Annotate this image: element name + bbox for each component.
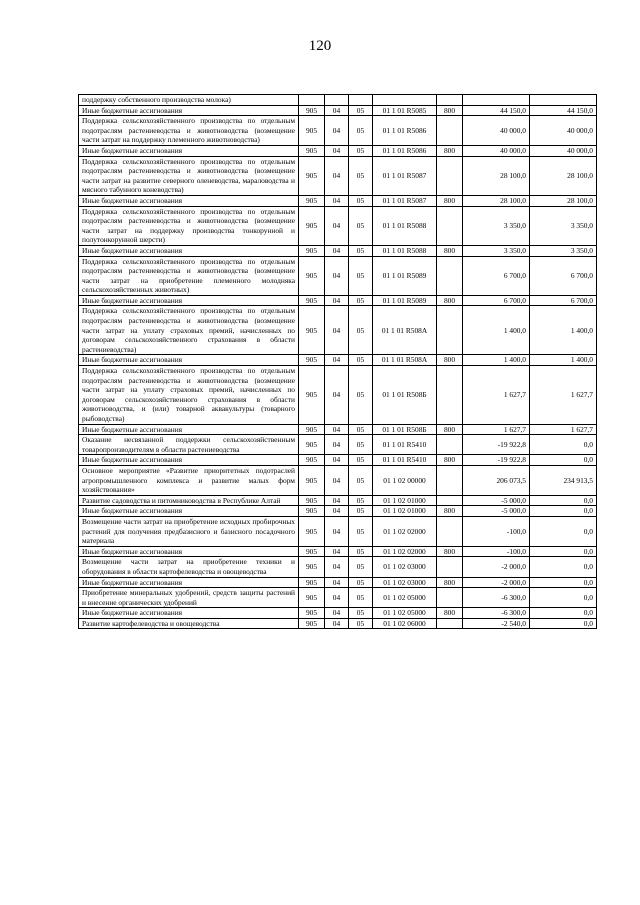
ministry-code: 905 <box>299 145 325 156</box>
table-row <box>79 295 597 306</box>
ministry-code: 905 <box>299 455 325 466</box>
amount-year-1: 6 700,0 <box>463 256 530 295</box>
amount-year-2: 0,0 <box>530 455 597 466</box>
amount-year-2: 0,0 <box>530 618 597 629</box>
section-code: 04 <box>325 366 349 425</box>
target-article-code: 01 1 02 03000 <box>373 577 437 588</box>
subsection-code: 05 <box>349 455 373 466</box>
amount-year-1: 3 350,0 <box>463 245 530 256</box>
amount-year-1: -2 540,0 <box>463 618 530 629</box>
table-row <box>79 245 597 256</box>
row-name: Поддержка сельскохозяйственного производства по отдельным подотраслям растениеводства и животноводства (возмещение части затрат на развитие северного оленеводства, мараловодства и мясного табунного коневодства) <box>79 156 299 195</box>
section-code: 04 <box>325 435 349 455</box>
section-code: 04 <box>325 295 349 306</box>
section-code: 04 <box>325 455 349 466</box>
target-article-code <box>373 95 437 106</box>
subsection-code: 05 <box>349 195 373 206</box>
subsection-code: 05 <box>349 557 373 577</box>
amount-year-1: 28 100,0 <box>463 156 530 195</box>
ministry-code: 905 <box>299 506 325 517</box>
ministry-code: 905 <box>299 355 325 366</box>
amount-year-2: 0,0 <box>530 506 597 517</box>
subsection-code: 05 <box>349 366 373 425</box>
section-code: 04 <box>325 306 349 355</box>
table-row <box>79 577 597 588</box>
subsection-code: 05 <box>349 116 373 146</box>
ministry-code: 905 <box>299 608 325 619</box>
amount-year-2: 0,0 <box>530 435 597 455</box>
section-code: 04 <box>325 195 349 206</box>
expense-type-code <box>437 366 463 425</box>
subsection-code: 05 <box>349 156 373 195</box>
ministry-code: 905 <box>299 256 325 295</box>
ministry-code: 905 <box>299 295 325 306</box>
target-article-code: 01 1 01 R508Б <box>373 424 437 435</box>
expense-type-code: 800 <box>437 455 463 466</box>
row-name: Поддержка сельскохозяйственного производства по отдельным подотраслям растениеводства и животноводства (возмещение части затрат на поддержку производства тонкорунной и полутонкорунной шерсти) <box>79 206 299 245</box>
subsection-code: 05 <box>349 577 373 588</box>
ministry-code: 905 <box>299 588 325 608</box>
ministry-code <box>299 95 325 106</box>
expense-type-code <box>437 95 463 106</box>
expense-type-code <box>437 618 463 629</box>
row-name: Иные бюджетные ассигнования <box>79 145 299 156</box>
subsection-code: 05 <box>349 546 373 557</box>
section-code: 04 <box>325 546 349 557</box>
amount-year-2: 0,0 <box>530 546 597 557</box>
amount-year-2: 1 627,7 <box>530 366 597 425</box>
target-article-code: 01 1 01 R5410 <box>373 455 437 466</box>
expense-type-code: 800 <box>437 105 463 116</box>
amount-year-2: 0,0 <box>530 495 597 506</box>
target-article-code: 01 1 02 01000 <box>373 506 437 517</box>
table-row <box>79 145 597 156</box>
table-row <box>79 588 597 608</box>
section-code: 04 <box>325 116 349 146</box>
target-article-code: 01 1 01 R5085 <box>373 105 437 116</box>
amount-year-2: 40 000,0 <box>530 145 597 156</box>
amount-year-1: 40 000,0 <box>463 145 530 156</box>
target-article-code: 01 1 01 R5087 <box>373 195 437 206</box>
table-row <box>79 495 597 506</box>
amount-year-2 <box>530 95 597 106</box>
section-code: 04 <box>325 245 349 256</box>
target-article-code: 01 1 02 05000 <box>373 588 437 608</box>
row-name: Основное мероприятие «Развитие приоритетных подотраслей агропромышленного комплекса и развитие малых форм хозяйствования» <box>79 465 299 495</box>
row-name: Поддержка сельскохозяйственного производства по отдельным подотраслям растениеводства и животноводства (возмещение части затрат на поддержку племенного животноводства) <box>79 116 299 146</box>
target-article-code: 01 1 01 R5410 <box>373 435 437 455</box>
section-code: 04 <box>325 465 349 495</box>
subsection-code: 05 <box>349 618 373 629</box>
subsection-code: 05 <box>349 516 373 546</box>
subsection-code: 05 <box>349 435 373 455</box>
table-row <box>79 195 597 206</box>
table-row <box>79 366 597 425</box>
target-article-code: 01 1 02 02000 <box>373 516 437 546</box>
subsection-code: 05 <box>349 506 373 517</box>
subsection-code: 05 <box>349 245 373 256</box>
table-row <box>79 306 597 355</box>
row-name: Развитие садоводства и питомниководства в Республике Алтай <box>79 495 299 506</box>
budget-table <box>78 94 597 629</box>
amount-year-1: 44 150,0 <box>463 105 530 116</box>
expense-type-code: 800 <box>437 245 463 256</box>
expense-type-code <box>437 588 463 608</box>
table-row <box>79 516 597 546</box>
amount-year-1: -5 000,0 <box>463 506 530 517</box>
ministry-code: 905 <box>299 306 325 355</box>
section-code: 04 <box>325 588 349 608</box>
ministry-code: 905 <box>299 424 325 435</box>
subsection-code: 05 <box>349 206 373 245</box>
target-article-code: 01 1 01 R5086 <box>373 145 437 156</box>
row-name: Поддержка сельскохозяйственного производства по отдельным подотраслям растениеводства и животноводства (возмещение части затрат на уплату страховых премий, начисленных по договорам сельскохозяйственного страхования в области животноводства, и (или) товарной аквакультуры (товарного рыбоводства) <box>79 366 299 425</box>
amount-year-2: 234 913,5 <box>530 465 597 495</box>
subsection-code: 05 <box>349 424 373 435</box>
section-code: 04 <box>325 516 349 546</box>
target-article-code: 01 1 02 05000 <box>373 608 437 619</box>
target-article-code: 01 1 01 R508А <box>373 306 437 355</box>
ministry-code: 905 <box>299 105 325 116</box>
ministry-code: 905 <box>299 156 325 195</box>
target-article-code: 01 1 01 R5089 <box>373 256 437 295</box>
target-article-code: 01 1 02 00000 <box>373 465 437 495</box>
row-name: Иные бюджетные ассигнования <box>79 245 299 256</box>
section-code: 04 <box>325 608 349 619</box>
target-article-code: 01 1 02 03000 <box>373 557 437 577</box>
amount-year-2: 3 350,0 <box>530 245 597 256</box>
target-article-code: 01 1 01 R508Б <box>373 366 437 425</box>
expense-type-code: 800 <box>437 608 463 619</box>
expense-type-code: 800 <box>437 195 463 206</box>
ministry-code: 905 <box>299 495 325 506</box>
expense-type-code <box>437 516 463 546</box>
subsection-code: 05 <box>349 588 373 608</box>
section-code: 04 <box>325 577 349 588</box>
row-name: Развитие картофелеводства и овощеводства <box>79 618 299 629</box>
section-code: 04 <box>325 206 349 245</box>
amount-year-1: -2 000,0 <box>463 557 530 577</box>
ministry-code: 905 <box>299 618 325 629</box>
row-name: Возмещение части затрат на приобретение исходных пробирочных растений для получения предбазисного и базисного посадочного материала <box>79 516 299 546</box>
row-name: Иные бюджетные ассигнования <box>79 455 299 466</box>
expense-type-code: 800 <box>437 506 463 517</box>
expense-type-code <box>437 206 463 245</box>
amount-year-2: 6 700,0 <box>530 256 597 295</box>
section-code <box>325 95 349 106</box>
table-row <box>79 455 597 466</box>
amount-year-2: 28 100,0 <box>530 156 597 195</box>
row-name: Поддержка сельскохозяйственного производства по отдельным подотраслям растениеводства и животноводства (возмещение части затрат на уплату страховых премий, начисленных по договорам сельскохозяйственного страхования в области растениеводства) <box>79 306 299 355</box>
target-article-code: 01 1 01 R5086 <box>373 116 437 146</box>
ministry-code: 905 <box>299 465 325 495</box>
expense-type-code <box>437 116 463 146</box>
row-name: Поддержка сельскохозяйственного производства по отдельным подотраслям растениеводства и животноводства (возмещение части затрат на приобретение племенного молодняка сельскохозяйственных животных) <box>79 256 299 295</box>
amount-year-2: 0,0 <box>530 577 597 588</box>
ministry-code: 905 <box>299 546 325 557</box>
page-number: 120 <box>308 38 332 54</box>
section-code: 04 <box>325 355 349 366</box>
amount-year-1: 6 700,0 <box>463 295 530 306</box>
row-name: Иные бюджетные ассигнования <box>79 295 299 306</box>
expense-type-code: 800 <box>437 145 463 156</box>
target-article-code: 01 1 02 02000 <box>373 546 437 557</box>
table-row <box>79 608 597 619</box>
row-name: Иные бюджетные ассигнования <box>79 506 299 517</box>
row-name: поддержку собственного производства молока) <box>79 95 299 106</box>
target-article-code: 01 1 01 R5088 <box>373 206 437 245</box>
table-row <box>79 95 597 106</box>
target-article-code: 01 1 01 R508А <box>373 355 437 366</box>
amount-year-1: 28 100,0 <box>463 195 530 206</box>
section-code: 04 <box>325 495 349 506</box>
amount-year-1: -100,0 <box>463 516 530 546</box>
row-name: Иные бюджетные ассигнования <box>79 424 299 435</box>
section-code: 04 <box>325 156 349 195</box>
expense-type-code <box>437 156 463 195</box>
expense-type-code <box>437 557 463 577</box>
section-code: 04 <box>325 557 349 577</box>
amount-year-2: 1 400,0 <box>530 306 597 355</box>
ministry-code: 905 <box>299 435 325 455</box>
expense-type-code: 800 <box>437 295 463 306</box>
amount-year-2: 6 700,0 <box>530 295 597 306</box>
amount-year-1: 3 350,0 <box>463 206 530 245</box>
ministry-code: 905 <box>299 195 325 206</box>
table-row <box>79 618 597 629</box>
expense-type-code <box>437 306 463 355</box>
subsection-code: 05 <box>349 256 373 295</box>
amount-year-2: 44 150,0 <box>530 105 597 116</box>
ministry-code: 905 <box>299 245 325 256</box>
expense-type-code: 800 <box>437 546 463 557</box>
expense-type-code: 800 <box>437 424 463 435</box>
amount-year-1: -19 922,8 <box>463 435 530 455</box>
amount-year-2: 0,0 <box>530 588 597 608</box>
table-row <box>79 546 597 557</box>
table-row <box>79 105 597 116</box>
amount-year-1: -2 000,0 <box>463 577 530 588</box>
target-article-code: 01 1 02 06000 <box>373 618 437 629</box>
table-row <box>79 435 597 455</box>
table-row <box>79 355 597 366</box>
subsection-code: 05 <box>349 145 373 156</box>
target-article-code: 01 1 01 R5089 <box>373 295 437 306</box>
subsection-code: 05 <box>349 105 373 116</box>
expense-type-code <box>437 256 463 295</box>
amount-year-1: -100,0 <box>463 546 530 557</box>
table-row <box>79 465 597 495</box>
ministry-code: 905 <box>299 366 325 425</box>
expense-type-code: 800 <box>437 355 463 366</box>
table-row <box>79 156 597 195</box>
table-row <box>79 116 597 146</box>
row-name: Оказание несвязанной поддержки сельскохозяйственным товаропроизводителям в области растениеводства <box>79 435 299 455</box>
subsection-code: 05 <box>349 295 373 306</box>
row-name: Приобретение минеральных удобрений, средств защиты растений и внесение органических удобрений <box>79 588 299 608</box>
table-row <box>79 256 597 295</box>
row-name: Иные бюджетные ассигнования <box>79 577 299 588</box>
expense-type-code <box>437 465 463 495</box>
section-code: 04 <box>325 105 349 116</box>
ministry-code: 905 <box>299 557 325 577</box>
subsection-code: 05 <box>349 608 373 619</box>
section-code: 04 <box>325 424 349 435</box>
row-name: Иные бюджетные ассигнования <box>79 105 299 116</box>
row-name: Иные бюджетные ассигнования <box>79 195 299 206</box>
amount-year-1: 206 073,5 <box>463 465 530 495</box>
ministry-code: 905 <box>299 206 325 245</box>
amount-year-1: 1 400,0 <box>463 306 530 355</box>
subsection-code: 05 <box>349 495 373 506</box>
amount-year-2: 1 400,0 <box>530 355 597 366</box>
section-code: 04 <box>325 618 349 629</box>
amount-year-2: 0,0 <box>530 516 597 546</box>
amount-year-2: 1 627,7 <box>530 424 597 435</box>
row-name: Иные бюджетные ассигнования <box>79 608 299 619</box>
amount-year-1: 1 627,7 <box>463 366 530 425</box>
target-article-code: 01 1 02 01000 <box>373 495 437 506</box>
expense-type-code <box>437 435 463 455</box>
amount-year-2: 3 350,0 <box>530 206 597 245</box>
subsection-code: 05 <box>349 306 373 355</box>
table-row <box>79 424 597 435</box>
amount-year-2: 28 100,0 <box>530 195 597 206</box>
ministry-code: 905 <box>299 516 325 546</box>
budget-table-body <box>79 95 597 629</box>
amount-year-1: 1 627,7 <box>463 424 530 435</box>
row-name: Возмещение части затрат на приобретение техники и оборудования в области картофелеводства и овощеводства <box>79 557 299 577</box>
amount-year-1: -19 922,8 <box>463 455 530 466</box>
ministry-code: 905 <box>299 577 325 588</box>
section-code: 04 <box>325 145 349 156</box>
target-article-code: 01 1 01 R5087 <box>373 156 437 195</box>
section-code: 04 <box>325 506 349 517</box>
row-name: Иные бюджетные ассигнования <box>79 546 299 557</box>
amount-year-1: 40 000,0 <box>463 116 530 146</box>
subsection-code: 05 <box>349 465 373 495</box>
ministry-code: 905 <box>299 116 325 146</box>
amount-year-1: 1 400,0 <box>463 355 530 366</box>
expense-type-code <box>437 495 463 506</box>
target-article-code: 01 1 01 R5088 <box>373 245 437 256</box>
amount-year-1: -6 300,0 <box>463 608 530 619</box>
table-row <box>79 506 597 517</box>
subsection-code <box>349 95 373 106</box>
amount-year-2: 0,0 <box>530 608 597 619</box>
amount-year-1 <box>463 95 530 106</box>
table-row <box>79 557 597 577</box>
amount-year-2: 40 000,0 <box>530 116 597 146</box>
row-name: Иные бюджетные ассигнования <box>79 355 299 366</box>
amount-year-2: 0,0 <box>530 557 597 577</box>
amount-year-1: -5 000,0 <box>463 495 530 506</box>
table-row <box>79 206 597 245</box>
amount-year-1: -6 300,0 <box>463 588 530 608</box>
section-code: 04 <box>325 256 349 295</box>
expense-type-code: 800 <box>437 577 463 588</box>
subsection-code: 05 <box>349 355 373 366</box>
